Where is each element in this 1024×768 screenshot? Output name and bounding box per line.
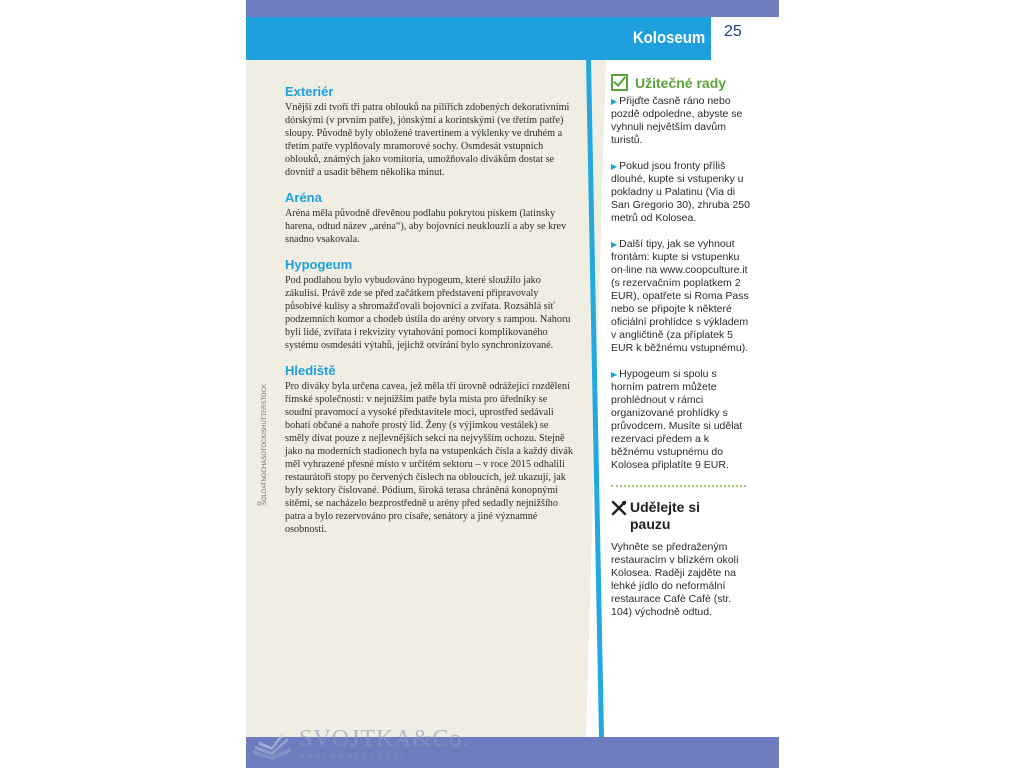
fork-knife-icon: [611, 500, 627, 516]
section-text: Vnější zdi tvoří tři patra oblouků na pilířích zdobených dekorativními dórskými (v prvním patře), jónskými a korintskými (ve třetím patře) sloupy. Původně byly obložené travertinem a výklenky ve druhém a třetím patře vyplňovaly mramorové sochy. Osmdesát vstupních oblouků, známých jako vomitoria, umožňovalo divákům dostat se dovnitř a usadit během několika minut.: [285, 102, 570, 178]
publisher-logo: [251, 722, 470, 766]
break-title: Udělejte si pauzu: [630, 499, 701, 532]
book-icon: [251, 726, 293, 762]
logo-text: [299, 727, 469, 761]
break-heading: [611, 499, 751, 533]
arrow-right-icon: ▶: [611, 240, 618, 249]
section-text: Aréna měla původně dřevěnou podlahu pokrytou pískem (latinsky harena, odtud název „aréna“), aby bojovníci neuklouzli a aby se krev snadno vsakovala.: [285, 208, 567, 245]
section-auditorium: [285, 363, 575, 536]
section-arena: [285, 190, 575, 246]
divider: [611, 485, 746, 487]
checkbox-icon: [611, 74, 628, 91]
tip-text: Další tipy, jak se vyhnout frontám: kupte si vstupenku on-line na www.coopculture.it (s rezervačním poplatkem 2 EUR), opatřete si Roma Pass nebo se připojte k některé oficiální prohlídce s výkladem v angličtině (za příplatek 5 EUR k běžnému vstupnému).: [611, 238, 749, 354]
tip-item: [611, 95, 751, 147]
guidebook-page: [246, 0, 779, 768]
tip-text: Přijďte časně ráno nebo pozdě odpoledne, abyste se vyhnuli největším davům turistů.: [611, 95, 743, 146]
tips-heading: [611, 74, 751, 91]
page-title: Koloseum: [632, 28, 705, 47]
arrow-right-icon: ▶: [611, 162, 618, 171]
section-heading: Exteriér: [285, 84, 334, 99]
tip-text: Hypogeum si spolu s horním patrem můžete prohlédnout v rámci organizované prohlídky s průvodcem. Musíte si udělat rezervaci předem a k běžnému vstupnému do Kolosea připlatíte 9 EUR.: [611, 368, 743, 471]
tip-item: [611, 368, 751, 472]
section-heading: Aréna: [285, 190, 322, 205]
arrow-right-icon: ▶: [611, 97, 618, 106]
tip-item: [611, 160, 751, 225]
logo-subtitle: NAKLADATELSTVÍ: [299, 751, 406, 760]
sidebar: [611, 74, 751, 619]
arrow-right-icon: ▶: [611, 370, 618, 379]
photo-credit: © SOLDATNOCHASOTOCK/SHUTTERSTOCK: [256, 383, 268, 505]
break-text: Vyhněte se předraženým restauracím v blízkém okolí Kolosea. Raději zajděte na lehké jídlo do neformální restaurace Cafè Cafè (str. 104) východně odtud.: [611, 541, 739, 618]
logo-name: SVOJTKA&Co.: [299, 726, 470, 752]
main-column: [285, 84, 575, 547]
top-strip: [246, 0, 779, 17]
section-exterior: [285, 84, 575, 179]
tip-item: [611, 238, 751, 355]
section-text: Pod podlahou bylo vybudováno hypogeum, které sloužilo jako zákulisí. Právě zde se před začátkem představení připravovaly působivé kulisy a shromažďovali bojovníci a zvířata. Rozsáhlá síť podzemních komor a chodeb ústila do arény otvory s rampou. Nahoru byli lidé, zvířata i rekvizity vytahováni pomocí komplikovaného systému osmdesáti výtahů, jejichž otvírání bylo synchronizované.: [285, 275, 571, 351]
section-heading: Hlediště: [285, 363, 336, 378]
tips-title: Užitečné rady: [635, 74, 727, 91]
section-hypogeum: [285, 257, 575, 352]
page-number: 25: [724, 23, 742, 40]
section-text: Pro diváky byla určena cavea, jež měla tři úrovně odrážející rozdělení římské společnosti: v nejnižším patře byla místa pro úředníky se soudní pravomocí a vysoké představitele moci, uprostřed sedávali bohatí občané a nahoře prostý lid. Ženy (s výjimkou vestálek) se směly dívat pouze z nejlevnějších sekcí na nejvyšším ochozu. Stejně jako na moderních stadionech byla na vstupenkách čísla a každý divák měl vyhrazené přesné místo v určitém sektoru – v roce 2015 odhalili restaurátoři stopy po červených číslech na obloucích, jež ukazují, jak byly sektory číslované. Pódium, široká terasa chráněná konopnými sítěmi, se nacházelo bezprostředně u arény před sedadly nejnižšího patra a bylo rezervováno pro císaře, senátory a jiné významné osobnosti.: [285, 381, 573, 535]
section-heading: Hypogeum: [285, 257, 353, 272]
tip-text: Pokud jsou fronty příliš dlouhé, kupte si vstupenky u pokladny u Palatinu (Via di San Gregorio 30), zhruba 250 metrů od Kolosea.: [611, 160, 750, 224]
